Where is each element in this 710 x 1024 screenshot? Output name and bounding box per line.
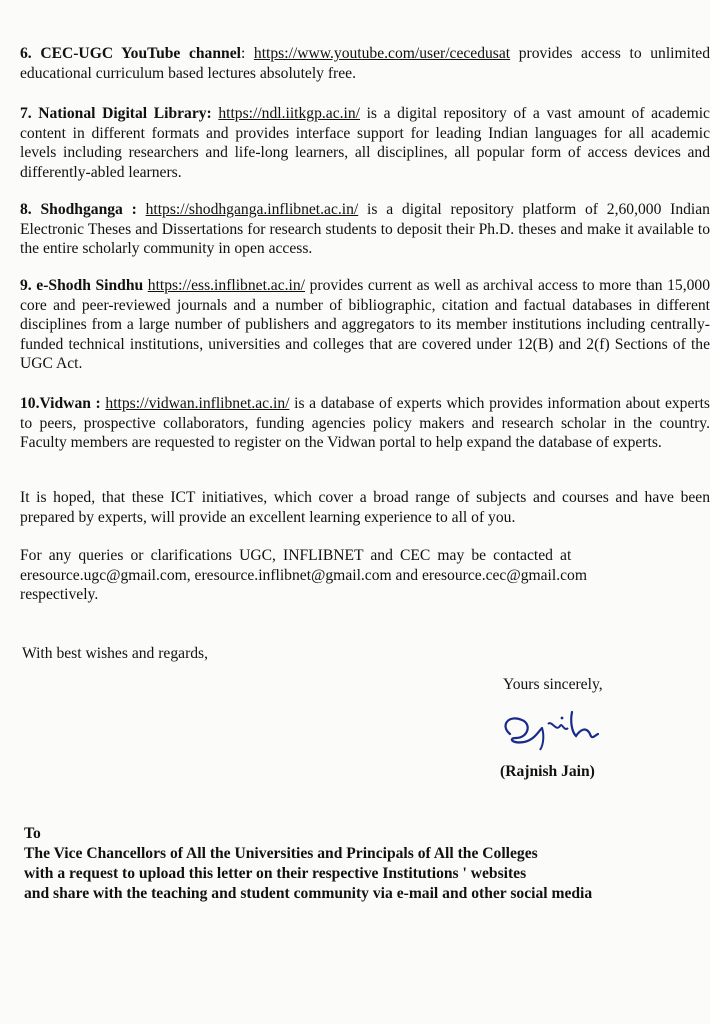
item-title: e-Shodh Sindhu bbox=[36, 277, 144, 294]
item-eshodh-sindhu bbox=[20, 276, 710, 374]
item-number: 6. bbox=[20, 45, 32, 62]
contact-paragraph bbox=[20, 546, 710, 605]
ess-link[interactable]: https://ess.inflibnet.ac.in/ bbox=[147, 277, 305, 294]
youtube-link[interactable]: https://www.youtube.com/user/cecedusat bbox=[253, 45, 511, 62]
item-title: Vidwan : bbox=[39, 395, 101, 412]
signature bbox=[498, 704, 608, 754]
item-number: 10. bbox=[20, 395, 40, 412]
item-title: CEC-UGC YouTube channel bbox=[40, 45, 241, 62]
item-text: is a database of experts which provides information about experts to peers, prospective collaborators, funding agencies policy makers and research scholar in the country. Faculty members are requested to register on the Vidwan portal to help expand the database of experts. bbox=[20, 395, 710, 452]
item-text: provides access to unlimited educational curriculum based lectures absolutely free. bbox=[20, 45, 710, 82]
yours-sincerely: Yours sincerely, bbox=[503, 676, 603, 693]
recipient-line-2: with a request to upload this letter on their respective Institutions ' websites bbox=[24, 865, 527, 882]
signer-name: (Rajnish Jain) bbox=[500, 763, 595, 780]
recipient-block bbox=[24, 824, 592, 904]
item-ndl bbox=[20, 104, 710, 182]
item-number: 9. bbox=[20, 277, 32, 294]
contact-intro: For any queries or clarifications UGC, INFLIBNET and CEC may be contacted at bbox=[20, 547, 572, 564]
vidwan-link[interactable]: https://vidwan.inflibnet.ac.in/ bbox=[105, 395, 290, 412]
item-cec-ugc: 6. CEC-UGC YouTube channel: https://www.youtube.com/user/cecedusat provides access to unlimited educational curriculum based lectures absolutely free. bbox=[20, 45, 710, 82]
hope-paragraph: It is hoped, that these ICT initiatives, which cover a broad range of subjects and courses and have been prepared by experts, will provide an excellent learning experience to all of you. bbox=[20, 489, 710, 526]
recipient-line-1: The Vice Chancellors of All the Universities and Principals of All the Colleges bbox=[24, 845, 538, 862]
item-text: provides current as well as archival access to more than 15,000 core and peer-reviewed journals and a number of bibliographic, citation and factual databases in different disciplines from a large number of publishers and aggregators to its member institutions including centrally-funded technical institutions, universities and colleges that are covered under 12(B) and 2(f) Sections of the UGC Act. bbox=[20, 277, 710, 373]
item-title: National Digital Library: bbox=[38, 105, 212, 122]
closing-text: With best wishes and regards, bbox=[22, 645, 209, 662]
recipient-line-3: and share with the teaching and student community via e-mail and other social media bbox=[24, 885, 593, 902]
contact-outro: respectively. bbox=[20, 586, 99, 604]
to-label: To bbox=[24, 825, 41, 842]
item-text: is a digital repository of a vast amount of academic content in different formats and provides interface support for leading Indian languages for all academic levels including researchers and life-long learners, all disciplines, all popular form of access devices and differently-abled learners. bbox=[20, 105, 710, 181]
item-text: is a digital repository platform of 2,60,000 Indian Electronic Theses and Dissertations for research students to deposit their Ph.D. theses and make it available to the entire scholarly community in open access. bbox=[20, 201, 710, 258]
item-vidwan bbox=[20, 394, 710, 453]
contact-emails: eresource.ugc@gmail.com, eresource.inflibnet@gmail.com and eresource.cec@gmail.com bbox=[20, 566, 587, 584]
ndl-link[interactable]: https://ndl.iitkgp.ac.in/ bbox=[218, 105, 360, 122]
item-number: 8. bbox=[20, 201, 32, 218]
item-shodhganga bbox=[20, 200, 710, 259]
item-number: 7. bbox=[20, 105, 32, 122]
item-title: Shodhganga : bbox=[40, 201, 137, 218]
shodhganga-link[interactable]: https://shodhganga.inflibnet.ac.in/ bbox=[145, 201, 359, 218]
